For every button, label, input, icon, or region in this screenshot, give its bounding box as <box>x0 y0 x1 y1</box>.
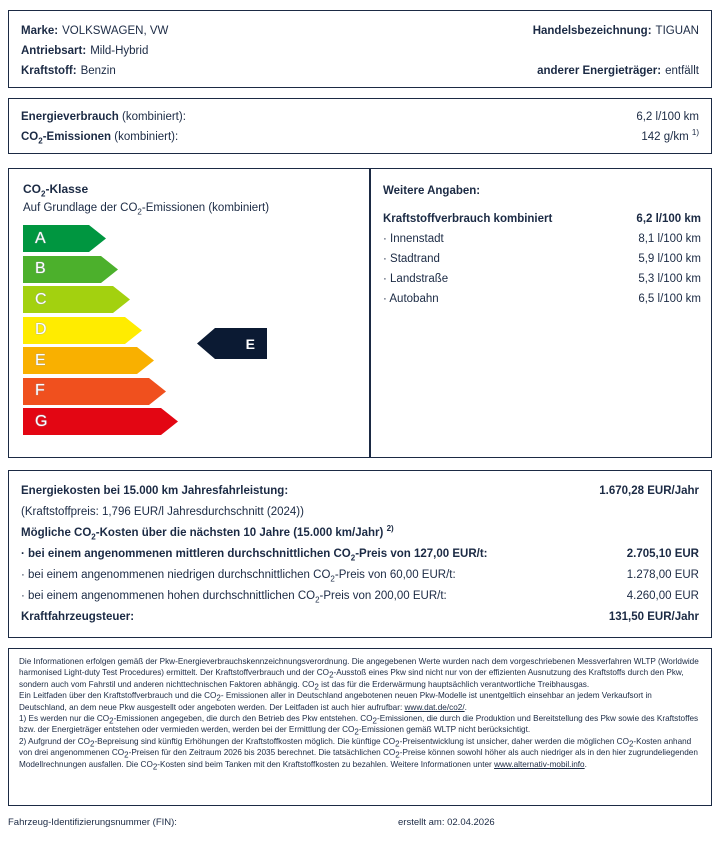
fn1-a: 1) Es werden nur die CO <box>19 714 110 724</box>
weitere-angaben-panel <box>371 169 713 457</box>
co2-class-band-a <box>23 225 353 252</box>
weitere-angaben-title: Weitere Angaben: <box>383 185 481 197</box>
costs-box <box>8 470 712 638</box>
fn2-g: -Kosten sind beim Tanken mit den Kraftstoffkosten zu bezahlen. Weitere Informationen unter <box>157 759 495 769</box>
consumption-rural-row <box>383 269 701 289</box>
co2-class-title-post: -Klasse <box>45 182 89 196</box>
co2-band-letter: B <box>35 260 46 277</box>
co2-cost-scenario-medium-label <box>21 544 488 565</box>
legal-p2-c: . <box>464 702 467 712</box>
co2-subscript: 2 <box>315 595 320 605</box>
co2-class-box <box>8 168 712 458</box>
co2-band-letter: A <box>35 229 46 247</box>
trade-name-value: TIGUAN <box>655 25 699 37</box>
drive-type-value: Mild-Hybrid <box>90 45 149 57</box>
trade-name-field <box>533 21 699 41</box>
co2-class-band-e <box>23 347 353 374</box>
co2-class-scale-panel <box>9 169 369 457</box>
fuel-consumption-combined-value: 6,2 l/100 km <box>636 213 701 225</box>
scenario-high-post: -Preis von 200,00 EUR/t: <box>319 590 447 602</box>
co2-emissions-row <box>21 127 699 147</box>
fn2-c: -Preisentwicklung ist unsicher, daher werden die möglichen CO <box>399 736 629 746</box>
co2-subscript: 2 <box>152 762 158 772</box>
co2-cost-scenario-high-label <box>21 586 447 607</box>
legal-paragraph-general <box>19 656 701 690</box>
fn2-e: -Preisen für den Zeitraum 2026 bis 2035 berechnet. Die tatsächlichen CO <box>128 748 396 758</box>
co2-class-band-d <box>23 317 353 344</box>
scenario-medium-post: -Preis von 127,00 EUR/t: <box>355 548 488 560</box>
co2-band-letter: E <box>35 351 46 369</box>
co2-subscript: 2 <box>395 750 400 760</box>
legal-p1-c: ist das für die Erderwärmung hauptsächlich verantwortliche Treibhausgas. <box>318 679 590 689</box>
co2-emissions-label <box>21 127 178 147</box>
consumption-suburban-label: · Stadtrand <box>383 253 440 265</box>
energy-cost-value: 1.670,28 EUR/Jahr <box>599 485 699 497</box>
consumption-city-value: 8,1 l/100 km <box>638 233 701 245</box>
energy-cost-row <box>21 481 699 502</box>
drive-type-field <box>21 41 148 61</box>
fn2-h: . <box>584 759 587 769</box>
co2-cost-scenario-low-row <box>21 565 699 586</box>
legal-notes-box <box>8 648 712 806</box>
created-on-label: erstellt am: <box>398 817 445 828</box>
scenario-low-pre: · bei einem angenommenen niedrigen durchschnittlichen CO <box>21 569 331 581</box>
co2-class-scale <box>23 225 353 440</box>
fin-label: Fahrzeug-Identifizierungsnummer (FIN): <box>8 817 177 828</box>
legal-footnote-1 <box>19 713 701 736</box>
co2-subscript: 2 <box>372 716 377 726</box>
co2-class-indicator-letter: E <box>245 335 255 352</box>
co2-subscript: 2 <box>628 739 634 749</box>
co2-band-letter: D <box>35 321 47 338</box>
trade-name-label: Handelsbezeichnung: <box>532 25 652 37</box>
dat-co2-link[interactable]: www.dat.de/co2/ <box>404 702 465 712</box>
legal-p2-a: Ein Leitfaden über den Kraftstoffverbrauch und die CO <box>19 691 217 701</box>
other-energy-carrier-label: anderer Energieträger: <box>537 65 662 77</box>
legal-p2-b: - Emissionen aller in Deutschland angebotenen neuen Pkw-Modelle ist unentgeltlich einsehbar an jedem Verkaufsort in Deutschland, an dem neue Pkw ausgestellt oder angeboten werden. Der Leitfaden ist auch hier aufrufbar: <box>19 691 652 712</box>
vehicle-tax-row <box>21 607 699 628</box>
created-on-field <box>398 816 495 830</box>
energy-consumption-value: 6,2 l/100 km <box>636 111 699 123</box>
fuel-consumption-combined-label: Kraftstoffverbrauch kombiniert <box>383 213 553 225</box>
co2-costs-title <box>21 523 394 544</box>
scenario-medium-pre: · bei einem angenommenen mittleren durchschnittlichen CO <box>21 548 351 560</box>
co2-cost-scenario-medium-row <box>21 544 699 565</box>
co2-subscript: 2 <box>90 739 95 749</box>
fuel-value: Benzin <box>80 65 116 77</box>
consumption-motorway-value: 6,5 l/100 km <box>638 293 701 305</box>
brand-field <box>21 21 168 41</box>
brand-value: VOLKSWAGEN, VW <box>62 25 169 37</box>
consumption-city-row <box>383 229 701 249</box>
co2-class-title <box>23 181 369 198</box>
co2-cost-scenario-low-label <box>21 565 456 586</box>
co2-band-letter: G <box>35 412 48 430</box>
document-footer <box>8 816 712 830</box>
energy-cost-label: Energiekosten bei 15.000 km Jahresfahrleistung: <box>21 485 289 497</box>
co2-subscript: 2 <box>330 574 335 584</box>
co2-subscript: 2 <box>354 728 359 738</box>
scenario-low-post: -Preis von 60,00 EUR/t: <box>334 569 456 581</box>
co2-class-title-pre: CO <box>23 182 41 196</box>
co2-subscript: 2 <box>216 693 221 703</box>
legal-p1-a: Die Informationen erfolgen gemäß der Pkw-Energieverbrauchskennzeichnungsverordnung. Die angegebenen Werte wurden nach dem vorgeschriebenen Messverfahren WLTP (Worldwide harmonised Light-duty Test Procedures) ermittelt. Der Kraftstoffverbrauch und der CO <box>19 657 699 678</box>
fuel-label: Kraftstoff: <box>21 65 77 77</box>
legal-p1-b: -Ausstoß eines Pkw sind nicht nur von der effizienten Ausnutzung des Kraftstoffs durch den Pkw, sondern auch vom Fahrstil und anderen nichttechnischen Faktoren abhängig. CO <box>19 668 684 689</box>
other-energy-carrier-value: entfällt <box>665 65 699 77</box>
consumption-summary-box <box>8 98 712 154</box>
consumption-rural-value: 5,3 l/100 km <box>638 273 701 285</box>
co2-cost-scenario-high-row <box>21 586 699 607</box>
fn1-c: -Emissionen, die durch die Produktion und Bereitstellung des Pkw sowie des Kraftstoffes bzw. der Energieträger entstehen oder vermieden werden, werden bei der Ermittlung der CO <box>19 714 699 735</box>
co2-emissions-value <box>641 127 699 147</box>
co2-emissions-label-post: -Emissionen <box>42 131 112 143</box>
co2-subscript: 2 <box>395 739 400 749</box>
fn2-f: -Preise können sowohl höher als auch niedriger als in den hier zugrundeliegenden Modellrechnungen ausfallen. Die CO <box>19 748 698 769</box>
consumption-city-label: · Innenstadt <box>383 233 444 245</box>
legal-paragraph-guide <box>19 690 701 713</box>
drive-type-label: Antriebsart: <box>21 45 87 57</box>
co2-subscript: 2 <box>38 136 43 146</box>
energy-consumption-label-light: (kombiniert): <box>122 111 186 123</box>
legal-footnote-2 <box>19 736 701 770</box>
brand-label: Marke: <box>21 25 59 37</box>
scenario-high-pre: · bei einem angenommenen hohen durchschnittlichen CO <box>21 590 316 602</box>
consumption-motorway-label: · Autobahn <box>383 293 439 305</box>
consumption-motorway-row <box>383 289 701 309</box>
co2-band-letter: F <box>35 382 45 399</box>
co2-subscript: 2 <box>329 671 334 681</box>
co2-subscript: 2 <box>314 682 319 692</box>
consumption-suburban-value: 5,9 l/100 km <box>638 253 701 265</box>
vehicle-identification-box <box>8 10 712 88</box>
co2-emissions-footnote-marker: 1) <box>691 128 699 138</box>
vehicle-tax-label: Kraftfahrzeugsteuer: <box>21 611 135 623</box>
co2-class-band-f <box>23 378 353 405</box>
co2-class-band-b <box>23 256 353 283</box>
co2-costs-title-post: -Kosten über die nächsten 10 Jahre (15.000 km/Jahr) <box>95 527 384 539</box>
vehicle-tax-value: 131,50 EUR/Jahr <box>608 611 699 623</box>
co2-subscript: 2 <box>350 553 356 563</box>
created-on-value: 02.04.2026 <box>447 817 495 828</box>
alternativ-mobil-link[interactable]: www.alternativ-mobil.info <box>494 759 585 769</box>
co2-class-band-g <box>23 408 353 435</box>
co2-class-indicator-arrow-shape <box>197 328 267 359</box>
co2-subscript: 2 <box>91 532 96 542</box>
co2-class-band-c <box>23 286 353 313</box>
fn2-a: 2) Aufgrund der CO <box>19 736 90 746</box>
fn1-d: -Emissionen gemäß WLTP nicht berücksichtigt. <box>358 725 531 735</box>
fuel-price-note: (Kraftstoffpreis: 1,796 EUR/l Jahresdurchschnitt (2024)) <box>21 506 304 518</box>
co2-emissions-number: 142 g/km <box>641 131 689 143</box>
co2-subscript: 2 <box>124 750 129 760</box>
energy-consumption-label-bold: Energieverbrauch <box>21 111 119 123</box>
consumption-rural-label: · Landstraße <box>383 273 449 285</box>
fuel-consumption-combined-row <box>383 209 701 229</box>
identification-row <box>21 61 699 81</box>
energy-consumption-row <box>21 107 699 127</box>
co2-subscript: 2 <box>41 189 46 199</box>
co2-emissions-label-pre: CO <box>21 131 39 143</box>
co2-emissions-label-light: (kombiniert): <box>114 131 179 143</box>
co2-subscript: 2 <box>109 716 114 726</box>
consumption-suburban-row <box>383 249 701 269</box>
fuel-price-note-row <box>21 502 699 523</box>
identification-row <box>21 41 699 61</box>
fn2-d: -Kosten anhand von drei angenommenen CO <box>19 736 692 758</box>
co2-cost-scenario-high-value: 4.260,00 EUR <box>626 590 699 602</box>
co2-cost-scenario-low-value: 1.278,00 EUR <box>626 569 699 581</box>
co2-subscript: 2 <box>137 207 142 217</box>
co2-costs-title-row <box>21 523 699 544</box>
co2-class-indicator <box>197 328 267 359</box>
energy-consumption-label <box>21 107 186 127</box>
co2-costs-title-pre: Mögliche CO <box>21 527 92 539</box>
fn1-b: -Emissionen angegeben, die durch den Betrieb des Pkw entstehen. CO <box>113 714 373 724</box>
co2-class-subtitle-pre: Auf Grundlage der CO <box>23 202 138 214</box>
co2-band-letter: C <box>35 290 47 308</box>
co2-cost-scenario-medium-value: 2.705,10 EUR <box>626 548 699 560</box>
fn2-b: -Bepreisung sind künftig Erhöhungen der Kraftstoffkosten möglich. Die künftige CO <box>94 736 396 746</box>
identification-row <box>21 21 699 41</box>
co2-class-subtitle <box>23 198 369 218</box>
fuel-field <box>21 61 116 81</box>
co2-class-subtitle-post: -Emissionen (kombiniert) <box>141 202 270 214</box>
co2-costs-footnote-marker: 2) <box>386 524 394 534</box>
other-energy-carrier-field <box>537 61 699 81</box>
